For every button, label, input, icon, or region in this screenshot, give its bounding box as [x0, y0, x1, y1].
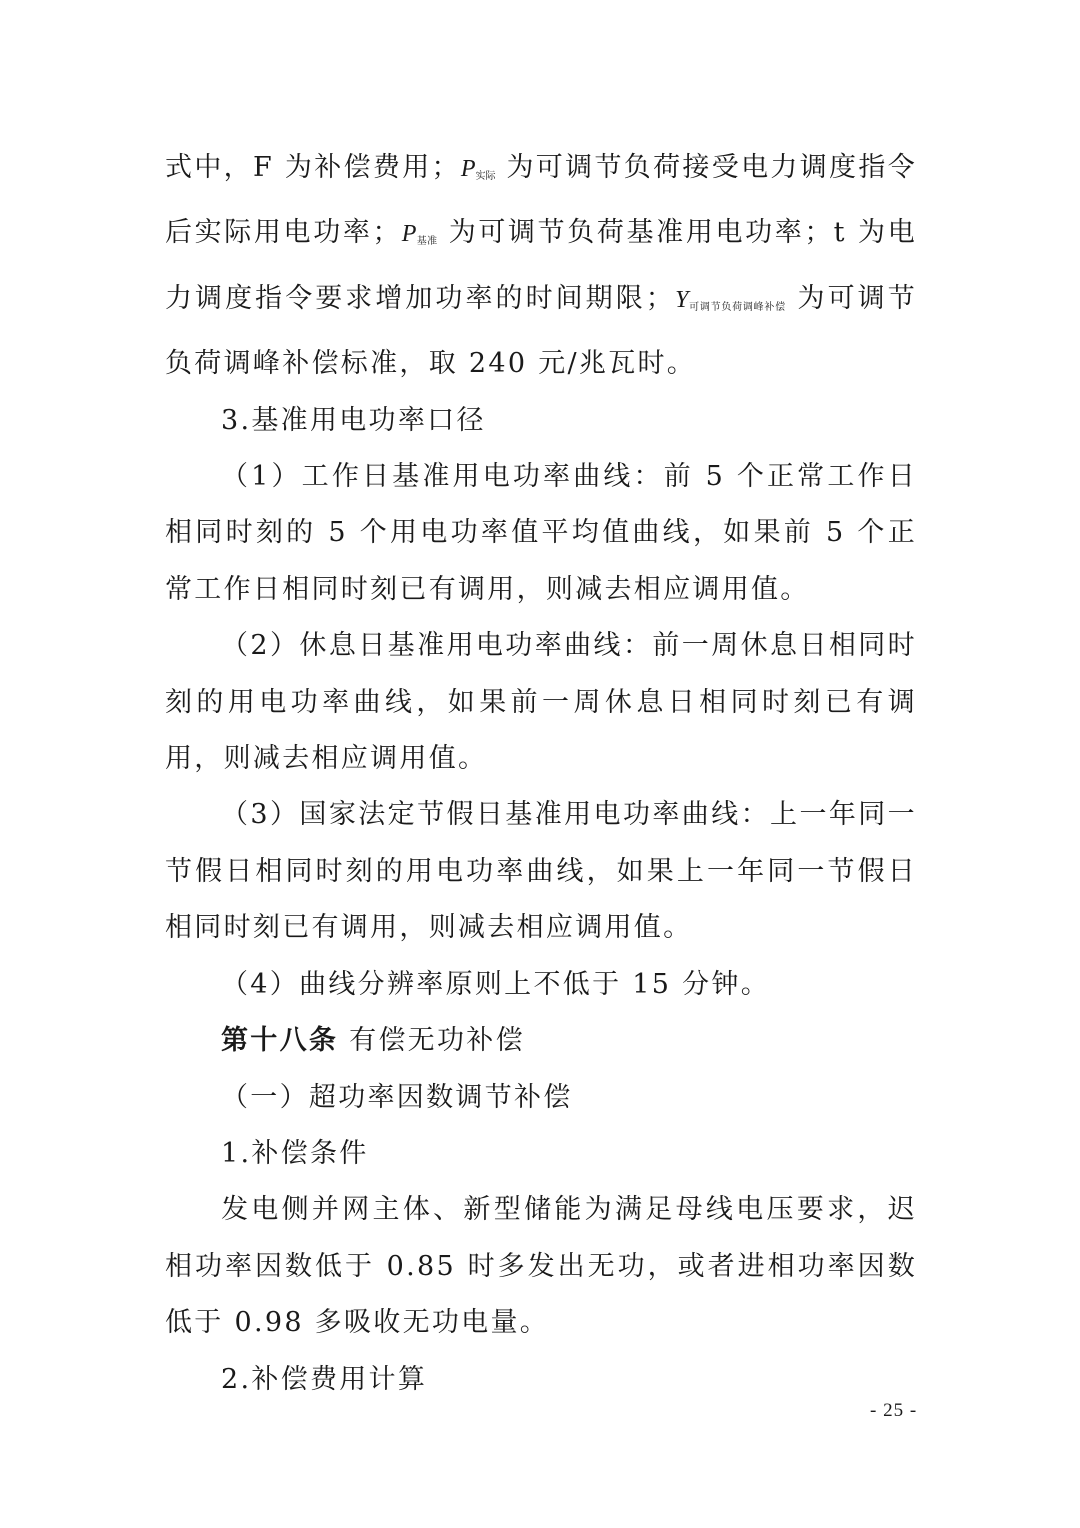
item-resolution: （4）曲线分辨率原则上不低于 15 分钟。	[221, 968, 770, 1000]
article-heading	[165, 1013, 917, 1069]
article-number: 第十八条	[221, 1025, 339, 1057]
formula-explanation: 式中，F 为补偿费用；$P_{实际}$ 为可调节负荷接受电力调度指令后实际用电功率；$P_{基准}$ 为可调节负荷基准用电功率；t 为电力调度指令要求增加功率的时间期限；$Y_{可调节负荷调峰补偿}$ 为可调节负荷调峰补偿标准，取 240 元/兆瓦时。	[165, 152, 917, 380]
page-number: - 25 -	[870, 1400, 918, 1421]
variable-y-compensation: $Y_{可调节负荷调峰补偿}$	[675, 286, 786, 313]
item-workday: （1）工作日基准用电功率曲线：前 5 个正常工作日相同时刻的 5 个用电功率值平均值曲线，如果前 5 个正常工作日相同时刻已有调用，则减去相应调用值。	[165, 461, 917, 605]
item-rest-day: （2）休息日基准用电功率曲线：前一周休息日相同时刻的用电功率曲线，如果前一周休息日相同时刻已有调用，则减去相应调用值。	[165, 630, 917, 775]
subheading-calculation: 2.补偿费用计算	[221, 1363, 428, 1395]
section-heading: （一）超功率因数调节补偿	[221, 1081, 573, 1113]
conditions-text: 发电侧并网主体、新型储能为满足母线电压要求，迟相功率因数低于 0.85 时多发出无功，或者进相功率因数低于 0.98 多吸收无功电量。	[165, 1194, 917, 1339]
variable-p-actual: $P_{实际}$	[460, 156, 496, 182]
subheading-conditions: 1.补偿条件	[221, 1137, 369, 1169]
item-holiday: （3）国家法定节假日基准用电功率曲线：上一年同一节假日相同时刻的用电功率曲线，如果上一年同一节假日相同时刻已有调用，则减去相应调用值。	[165, 799, 917, 944]
variable-p-baseline: $P_{基准}$	[401, 221, 438, 248]
article-title: 有偿无功补偿	[338, 1025, 525, 1057]
heading-baseline-power: 3.基准用电功率口径	[221, 404, 486, 436]
document-body	[165, 140, 917, 1408]
